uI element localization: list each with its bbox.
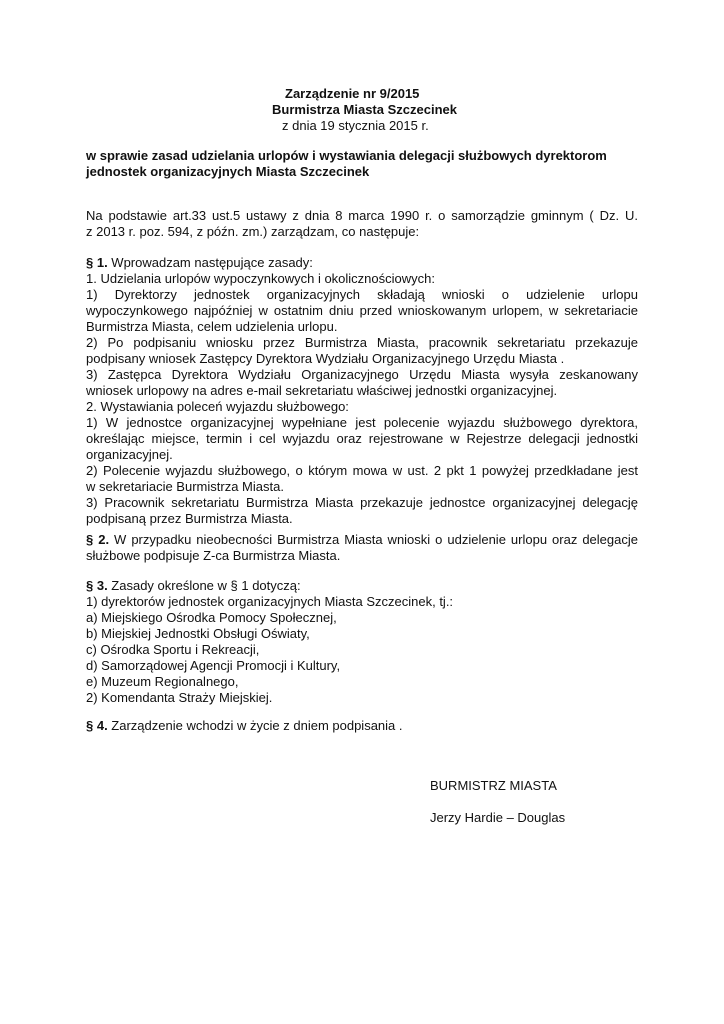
preamble-line: Na podstawie art.33 ust.5 ustawy z dnia 8 marca 1990 r. o samorządzie gminnym ( Dz. U.	[86, 208, 638, 223]
paragraph-1	[86, 255, 638, 527]
list-item: e) Muzeum Regionalnego,	[86, 674, 239, 689]
paragraph-1-line: 1. Udzielania urlopów wypoczynkowych i okolicznościowych:	[86, 271, 435, 286]
paragraph-2-line: służbowe podpisuje Z-ca Burmistrza Miasta.	[86, 548, 341, 563]
paragraph-1-line: podpisany wniosek Zastępcy Dyrektora Wydziału Organizacyjnego Urzędu Miasta .	[86, 351, 565, 366]
document-date: z dnia 19 stycznia 2015 r.	[282, 118, 429, 133]
paragraph-4-text: Zarządzenie wchodzi w życie z dniem podpisania .	[107, 718, 403, 733]
subject-line: jednostek organizacyjnych Miasta Szczecinek	[86, 164, 370, 179]
paragraph-1-line: 1) W jednostce organizacyjnej wypełniane jest polecenie wyjazdu służbowego dyrektora,	[86, 415, 638, 430]
paragraph-1-line: w sekretariacie Burmistrza Miasta.	[86, 479, 284, 494]
paragraph-4	[86, 718, 638, 734]
paragraph-1-line: 2) Polecenie wyjazdu służbowego, o którym mowa w ust. 2 pkt 1 powyżej przedkładane jest	[86, 463, 638, 478]
list-item: 2) Komendanta Straży Miejskiej.	[86, 690, 273, 705]
paragraph-1-line: 1) Dyrektorzy jednostek organizacyjnych składają wnioski o udzielenie urlopu	[86, 287, 638, 302]
paragraph-mark: § 2.	[86, 532, 110, 547]
paragraph-1-line: 3) Pracownik sekretariatu Burmistrza Miasta przekazuje jednostce organizacyjnej delegację	[86, 495, 638, 510]
paragraph-2	[86, 532, 638, 564]
paragraph-1-line: organizacyjnej.	[86, 447, 173, 462]
paragraph-1-line: Burmistrza Miasta, celem udzielenia urlopu.	[86, 319, 338, 334]
paragraph-1-line: określając miejsce, termin i cel wyjazdu oraz rejestrowane w Rejestrze delegacji jednostki	[86, 431, 638, 446]
paragraph-1-line: 2) Po podpisaniu wniosku przez Burmistrza Miasta, pracownik sekretariatu przekazuje	[86, 335, 638, 350]
paragraph-mark: § 1.	[86, 255, 108, 270]
paragraph-3-intro: Zasady określone w § 1 dotyczą:	[107, 578, 301, 593]
paragraph-1-line: wniosek urlopowy na adres e-mail sekretariatu właściwej jednostki organizacyjnej.	[86, 383, 558, 398]
paragraph-1-intro: Wprowadzam następujące zasady:	[107, 255, 313, 270]
document-subject	[86, 148, 638, 180]
paragraph-2-text: W przypadku nieobecności Burmistrza Miasta wnioski o udzielenie urlopu oraz delegacje	[109, 532, 638, 547]
paragraph-2-line	[86, 532, 638, 548]
signature-role: BURMISTRZ MIASTA	[430, 778, 557, 793]
list-item: 1) dyrektorów jednostek organizacyjnych Miasta Szczecinek, tj.:	[86, 594, 454, 609]
list-item: c) Ośrodka Sportu i Rekreacji,	[86, 642, 260, 657]
paragraph-4-line	[86, 718, 638, 734]
paragraph-1-line: 2. Wystawiania poleceń wyjazdu służbowego:	[86, 399, 349, 414]
preamble-line: z 2013 r. poz. 594, z późn. zm.) zarządzam, co następuje:	[86, 224, 420, 239]
paragraph-1-heading	[86, 255, 638, 271]
list-item: a) Miejskiego Ośrodka Pomocy Społecznej,	[86, 610, 337, 625]
document-title: Zarządzenie nr 9/2015	[285, 86, 420, 101]
signature-name: Jerzy Hardie – Douglas	[430, 810, 566, 825]
paragraph-3-heading	[86, 578, 638, 594]
paragraph-mark: § 4.	[86, 718, 108, 733]
paragraph-1-line: podpisaną przez Burmistrza Miasta.	[86, 511, 293, 526]
paragraph-1-line: wypoczynkowego najpóźniej w ostatnim dniu przed wnioskowanym urlopem, w sekretariacie	[86, 303, 638, 318]
paragraph-3	[86, 578, 638, 706]
paragraph-mark: § 3.	[86, 578, 108, 593]
paragraph-1-line: 3) Zastępca Dyrektora Wydziału Organizacyjnego Urzędu Miasta wysyła zeskanowany	[86, 367, 638, 382]
subject-line: w sprawie zasad udzielania urlopów i wystawiania delegacji służbowych dyrektorom	[86, 148, 607, 163]
list-item: d) Samorządowej Agencji Promocji i Kultury,	[86, 658, 341, 673]
preamble	[86, 208, 638, 240]
document-issuer: Burmistrza Miasta Szczecinek	[272, 102, 457, 117]
list-item: b) Miejskiej Jednostki Obsługi Oświaty,	[86, 626, 310, 641]
